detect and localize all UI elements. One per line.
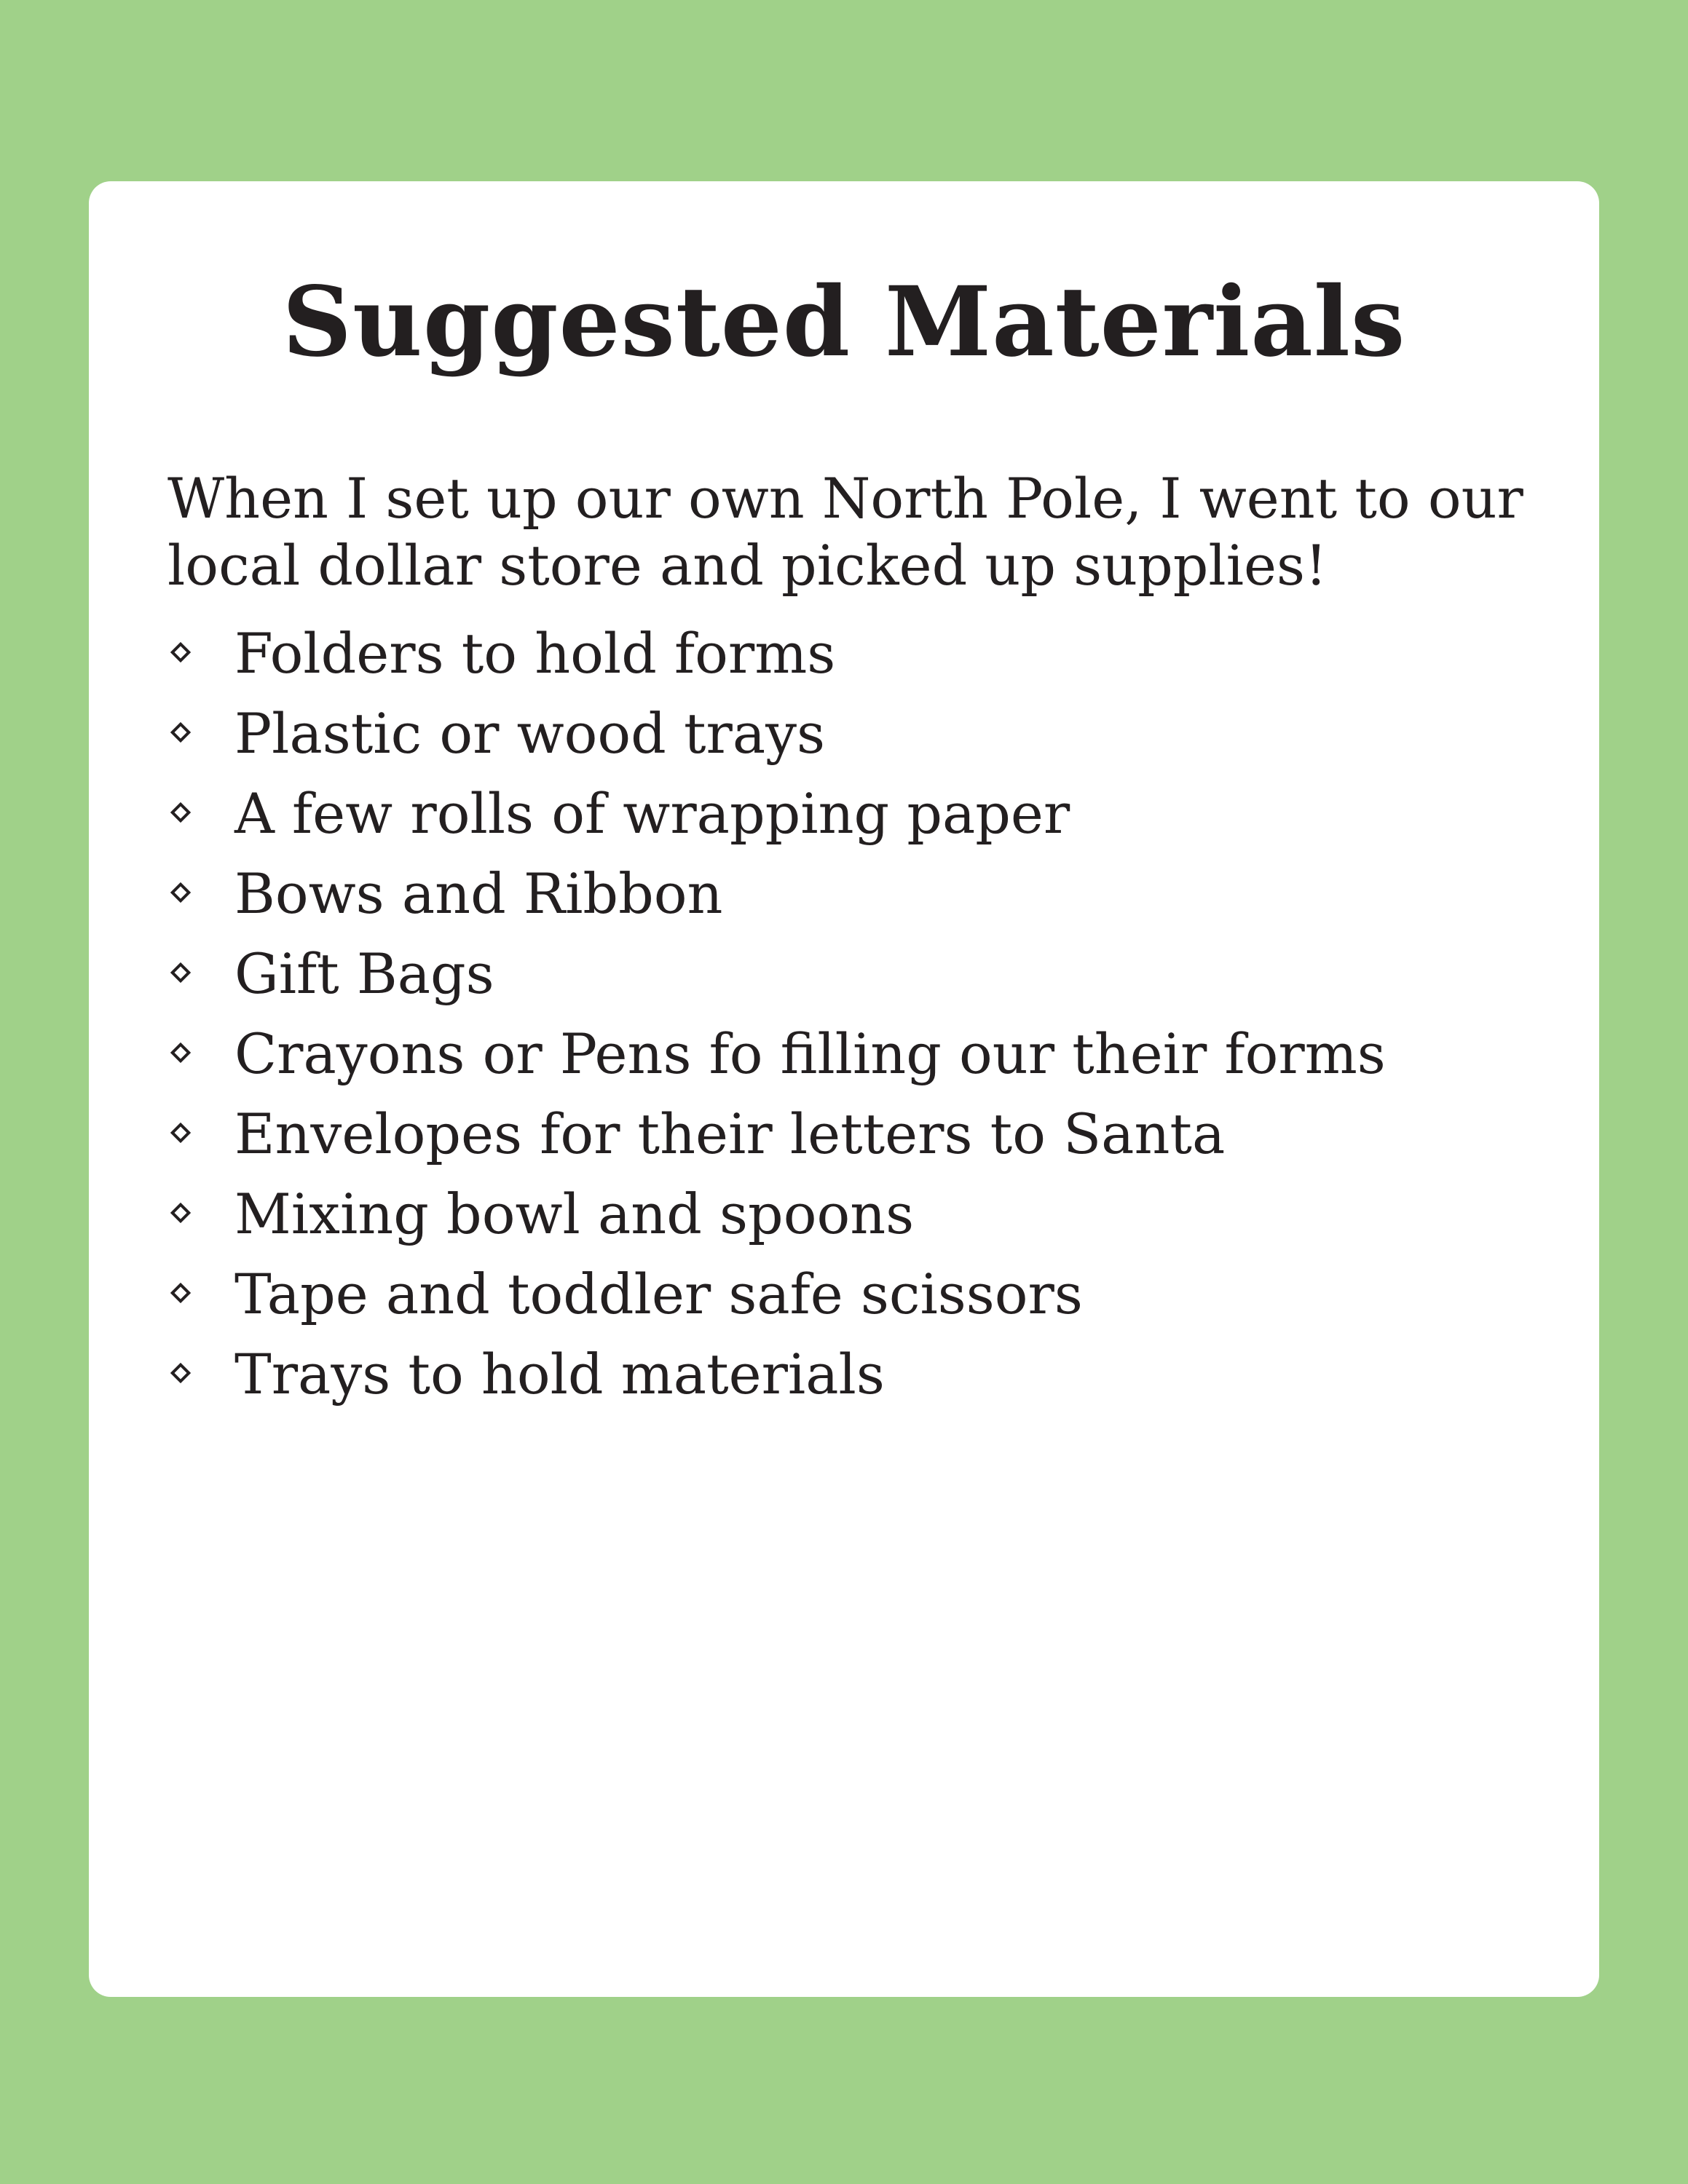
diamond-outline-icon	[170, 1363, 191, 1383]
list-item-label: Tape and toddler safe scissors	[234, 1262, 1083, 1326]
list-item	[167, 934, 1386, 1014]
list-item	[167, 614, 1386, 694]
list-item	[167, 1094, 1386, 1174]
diamond-outline-icon	[170, 802, 191, 823]
list-item-label: Folders to hold forms	[234, 621, 836, 686]
materials-list	[167, 614, 1386, 1415]
list-item	[167, 1254, 1386, 1334]
list-item-label: A few rolls of wrapping paper	[234, 781, 1070, 846]
list-item	[167, 774, 1386, 854]
list-item	[167, 694, 1386, 774]
content-card	[89, 181, 1599, 1997]
diamond-outline-icon	[170, 1042, 191, 1063]
list-item-label: Crayons or Pens fo filling our their forms	[234, 1021, 1386, 1086]
list-item-label: Plastic or wood trays	[234, 701, 826, 766]
list-item-label: Mixing bowl and spoons	[234, 1182, 915, 1246]
list-item-label: Gift Bags	[234, 941, 494, 1006]
diamond-outline-icon	[170, 722, 191, 743]
list-item	[167, 1014, 1386, 1094]
list-item	[167, 1174, 1386, 1254]
diamond-outline-icon	[170, 1203, 191, 1223]
diamond-outline-icon	[170, 1123, 191, 1143]
list-item-label: Envelopes for their letters to Santa	[234, 1101, 1226, 1166]
page-title: Suggested Materials	[282, 266, 1406, 379]
diamond-outline-icon	[170, 962, 191, 983]
list-item-label: Bows and Ribbon	[234, 861, 723, 926]
diamond-outline-icon	[170, 642, 191, 662]
intro-paragraph: When I set up our own North Pole, I went to our local dollar store and picked up supplies!	[167, 466, 1523, 598]
list-item	[167, 854, 1386, 934]
list-item-label: Trays to hold materials	[234, 1342, 885, 1406]
list-item	[167, 1334, 1386, 1415]
diamond-outline-icon	[170, 882, 191, 903]
diamond-outline-icon	[170, 1283, 191, 1303]
